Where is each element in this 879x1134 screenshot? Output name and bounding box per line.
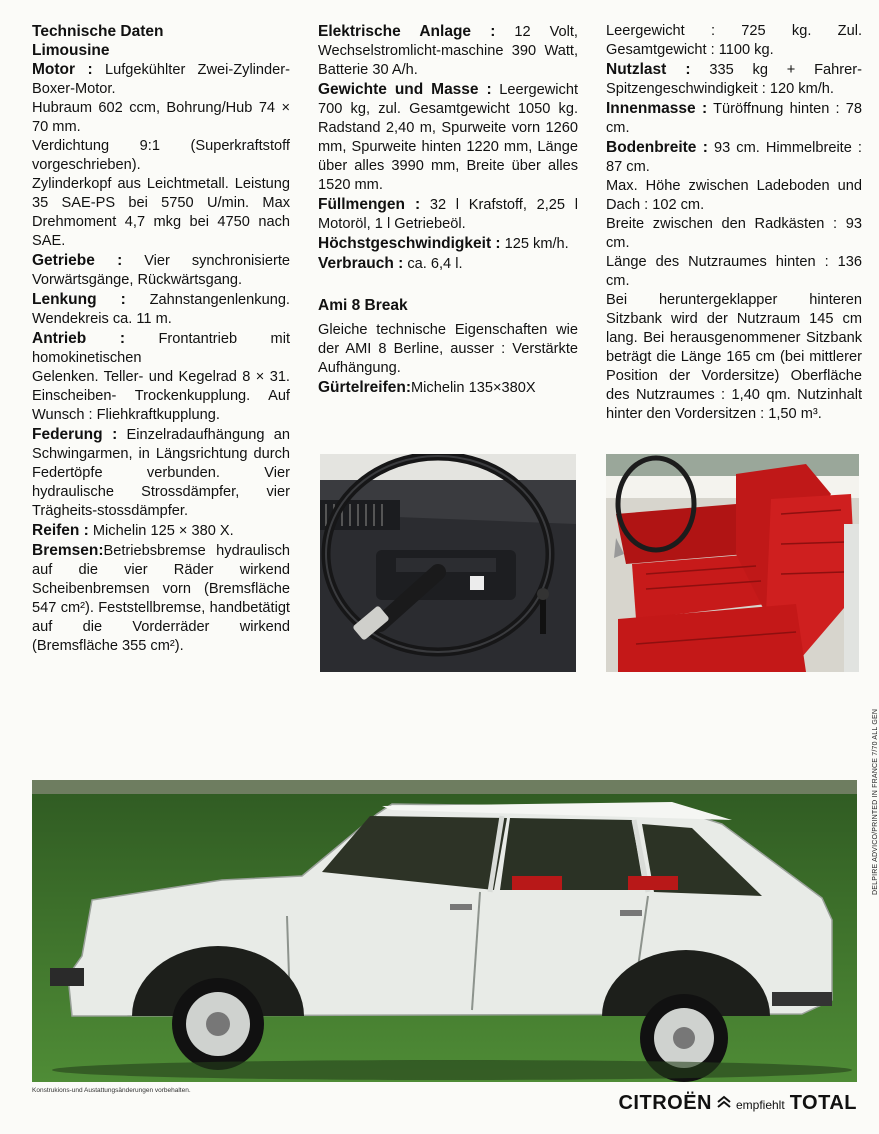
spec-zylinderkopf: Zylinderkopf aus Leichtmetall. Leistung 35 SAE-PS bei 5750 U/min. Max Drehmoment 4,7 mkg bei 4750 nach SAE. [32, 176, 290, 249]
spec-leergewicht: Leergewicht : 725 kg. Zul. Gesamtgewicht : 1100 kg. [606, 23, 862, 58]
printer-imprint: DELPIRE ADVICO/PRINTED IN FRANCE 7/70 ALL GEN [872, 708, 879, 895]
spec-text: Zahnstangenlenkung. Wendekreis ca. 11 m. [32, 292, 290, 327]
spec-text: Michelin 135×380X [411, 380, 536, 396]
spec-label: Reifen : [32, 522, 89, 539]
column-right [606, 22, 862, 424]
spec-innenmasse [606, 99, 862, 138]
spec-text: 335 kg + Fahrer-Spitzengeschwindigkeit : 120 km/h. [606, 62, 862, 97]
car-side-photo [32, 780, 857, 1082]
spec-label: Nutzlast : [606, 61, 691, 78]
spec-label: Elektrische Anlage : [318, 23, 496, 40]
citroen-chevron-icon [717, 1095, 731, 1109]
spec-laenge: Länge des Nutzraumes hinten : 136 cm. [606, 254, 862, 289]
spec-text: Betriebsbremse hydraulisch auf die vier Räder wirkend Scheibenbremsen vorn (Bremsfläche 547 cm²). Feststellbremse, handbetätigt auf die Vorderräder wirkend (Bremsfläche 355 cm²). [32, 543, 290, 654]
spec-verdichtung: Verdichtung 9:1 (Superkraftstoff vorgeschrieben). [32, 138, 290, 173]
spec-verbrauch [318, 254, 578, 274]
spec-text: Frontantrieb mit homokinetischen [32, 331, 290, 366]
brand-citroen: CITROËN [618, 1092, 712, 1114]
spec-label: Gürtelreifen: [318, 379, 412, 396]
spec-text: Einzelradaufhängung an Schwingarmen, in Längsrichtung durch Federtöpfe verbunden. Vier hydraulische Strossdämpfer, vier Trägheits-stossdämpfer. [32, 427, 290, 519]
section-subtitle: Limousine [32, 42, 110, 59]
spec-label: Motor : [32, 61, 93, 78]
brand-footer [618, 1092, 857, 1115]
spec-label: Innenmasse : [606, 100, 708, 117]
column-left [32, 22, 290, 656]
spec-hubraum: Hubraum 602 ccm, Bohrung/Hub 74 × 70 mm. [32, 100, 290, 135]
spec-label: Füllmengen : [318, 196, 421, 213]
spec-text: Türöffnung hinten : 78 cm. [606, 101, 862, 136]
spec-guertelreifen [318, 378, 578, 398]
column-middle [318, 22, 578, 398]
spec-bremsen [32, 541, 290, 656]
spec-federung [32, 425, 290, 521]
spec-text: ca. 6,4 l. [403, 256, 463, 272]
break-title: Ami 8 Break [318, 297, 408, 314]
spec-text: 93 cm. Himmelbreite : 87 cm. [606, 140, 862, 175]
spec-label: Höchstgeschwindigkeit : [318, 235, 501, 252]
spec-breite: Breite zwischen den Radkästen : 93 cm. [606, 216, 862, 251]
spec-text: Michelin 125 × 380 X. [88, 523, 234, 539]
spec-hoehe: Max. Höhe zwischen Ladeboden und Dach : 102 cm. [606, 178, 862, 213]
spec-lenkung [32, 290, 290, 329]
spec-elektrik [318, 22, 578, 80]
break-text: Gleiche technische Eigenschaften wie der AMI 8 Berline, ausser : Verstärkte Aufhängung. [318, 322, 578, 376]
interior-seats-photo [606, 454, 859, 672]
spec-label: Antrieb : [32, 330, 126, 347]
spec-label: Lenkung : [32, 291, 126, 308]
brand-empfiehlt: empfiehlt [735, 1098, 785, 1112]
spec-antrieb-cont: Gelenken. Teller- und Kegelrad 8 × 31. Einscheiben- Trockenkupplung. Auf Wunsch : Fliehkraftkupplung. [32, 369, 290, 423]
spec-antrieb [32, 329, 290, 368]
spec-label: Federung : [32, 426, 118, 443]
dashboard-photo [320, 454, 576, 672]
spec-label: Bremsen: [32, 542, 104, 559]
spec-text: 32 l Krafstoff, 2,25 l Motoröl, 1 l Getriebeöl. [318, 197, 578, 232]
spec-text: 125 km/h. [500, 236, 569, 252]
spec-text: Lufgekühlter Zwei-Zylinder-Boxer-Motor. [32, 62, 290, 97]
spec-label: Bodenbreite : [606, 139, 708, 156]
brand-total: TOTAL [789, 1092, 857, 1114]
spec-gewichte [318, 80, 578, 195]
spec-getriebe [32, 251, 290, 290]
spec-motor [32, 60, 290, 99]
spec-sitzbank: Bei heruntergeklapper hinteren Sitzbank wird der Nutzraum 145 cm lang. Bei herausgenommener Sitzbank beträgt die Länge 165 cm (bei mittlerer Position der Vordersitze) Oberfläche des Nutzraumes : 1,40 qm. Nutzinhalt hinter den Vordersitzen : 1,50 m³. [606, 292, 862, 422]
spec-nutzlast [606, 60, 862, 99]
spec-text: 12 Volt, Wechselstromlicht-maschine 390 Watt, Batterie 30 A/h. [318, 24, 578, 78]
spec-fuellmengen [318, 195, 578, 234]
spec-text: Leergewicht 700 kg, zul. Gesamtgewicht 1050 kg. Radstand 2,40 m, Spurweite vorn 1260 mm, Spurweite hinten 1220 mm, Länge über alles 3990 mm, Breite über alles 1520 mm. [318, 82, 578, 193]
spec-label: Getriebe : [32, 252, 123, 269]
spec-label: Gewichte und Masse : [318, 81, 492, 98]
spec-text: Vier synchronisierte Vorwärtsgänge, Rückwärtsgang. [32, 253, 290, 288]
spec-bodenbreite [606, 138, 862, 177]
disclaimer-footnote: Konstrukions-und Austattungsänderungen vorbehalten. [32, 1087, 191, 1094]
spec-label: Verbrauch : [318, 255, 404, 272]
spec-hoechstgeschwindigkeit [318, 234, 578, 254]
spec-reifen [32, 521, 290, 541]
section-title: Technische Daten [32, 23, 164, 40]
